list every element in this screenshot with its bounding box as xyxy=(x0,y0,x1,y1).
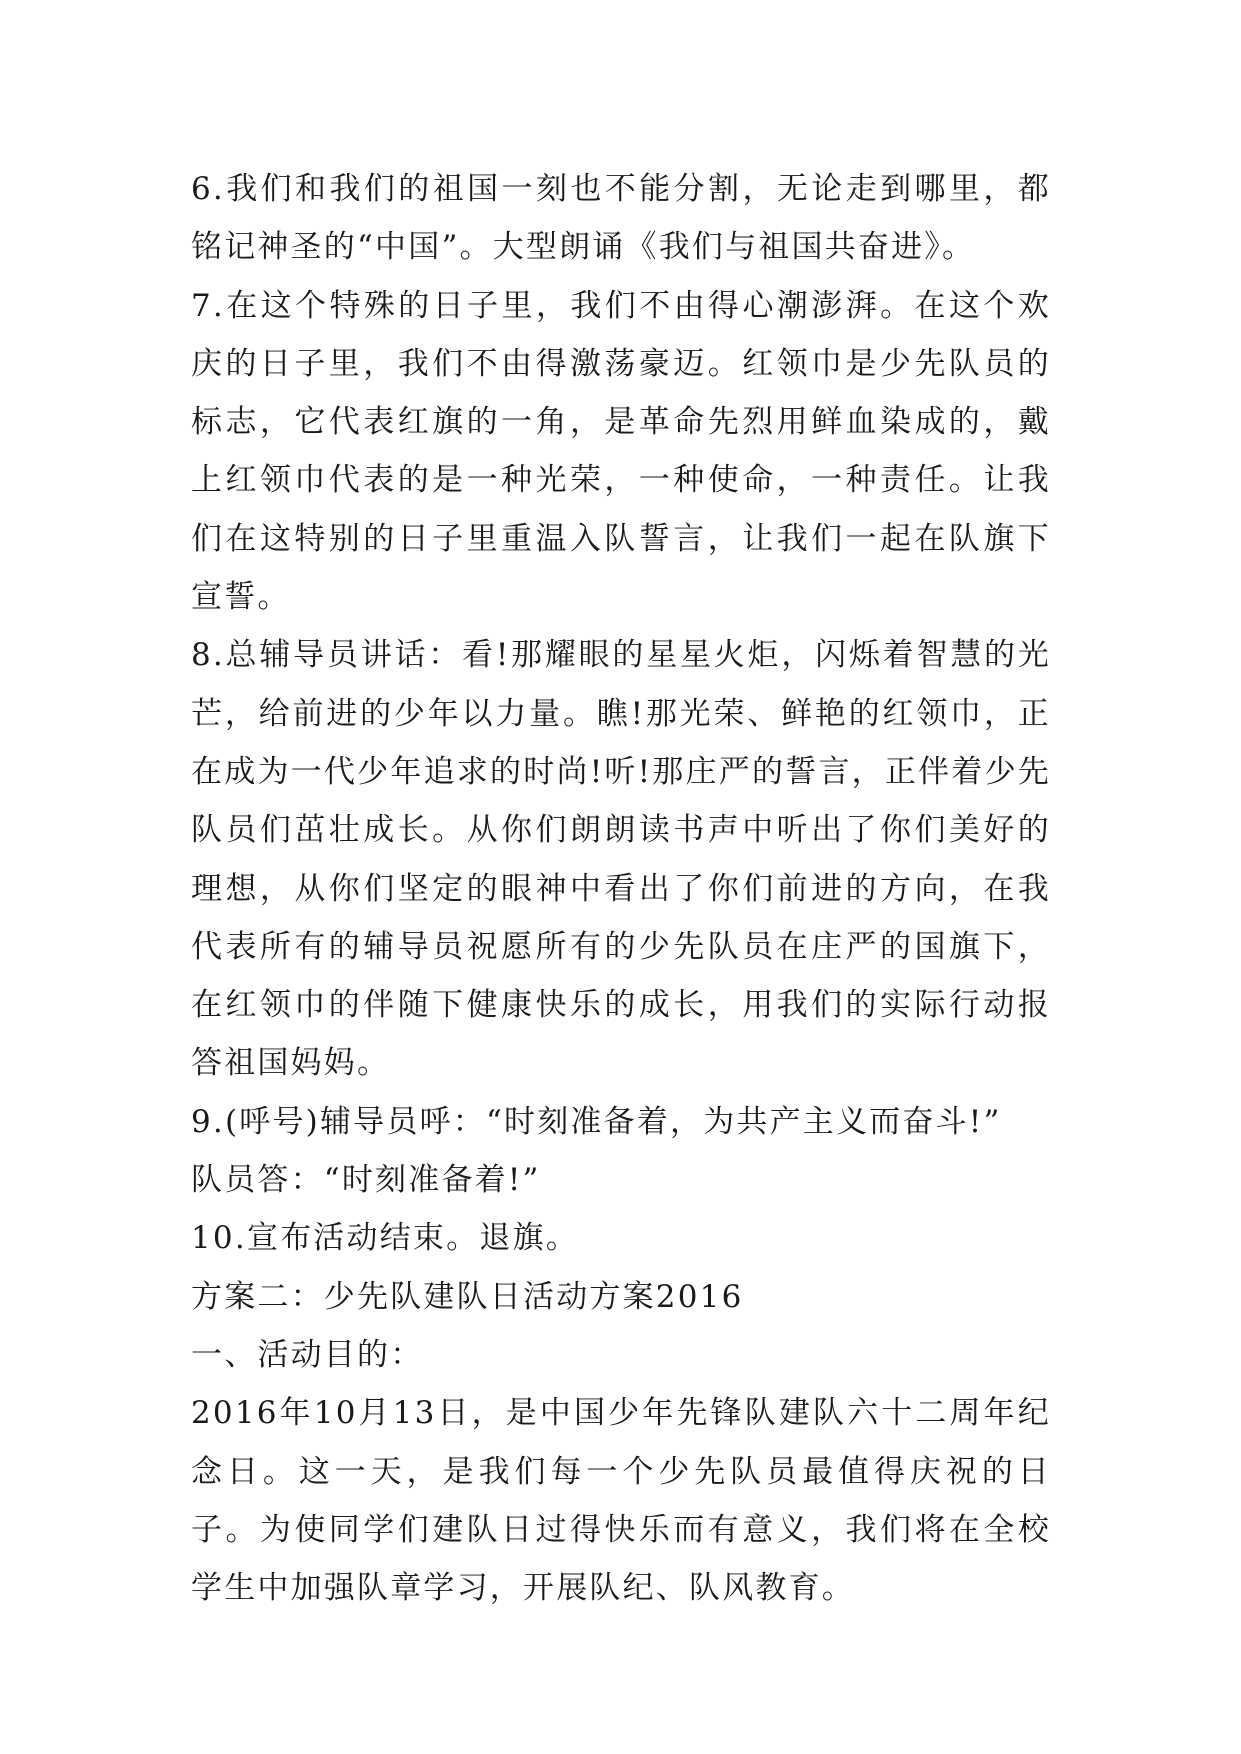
paragraph-item-9-response: 队员答：“时刻准备着!” xyxy=(191,1162,541,1199)
document-body xyxy=(191,160,1051,1617)
section-heading-plan-two: 方案二：少先队建队日活动方案2016 xyxy=(191,1278,744,1315)
paragraph-item-9-call: 9.(呼号)辅导员呼：“时刻准备着，为共产主义而奋斗!” xyxy=(191,1103,1002,1140)
paragraph-item-6: 6.我们和我们的祖国一刻也不能分割，无论走到哪里，都铭记神圣的“中国”。大型朗诵《我们与祖国共奋进》。 xyxy=(191,171,1051,266)
paragraph-item-8: 8.总辅导员讲话：看!那耀眼的星星火炬，闪烁着智慧的光芒，给前进的少年以力量。瞧!那光荣、鲜艳的红领巾，正在成为一代少年追求的时尚!听!那庄严的誓言，正伴着少先队员们茁壮成长。从你们朗朗读书声中听出了你们美好的理想，从你们坚定的眼神中看出了你们前进的方向，在我代表所有的辅导员祝愿所有的少先队员在庄严的国旗下，在红领巾的伴随下健康快乐的成长，用我们的实际行动报答祖国妈妈。 xyxy=(191,637,1051,1082)
paragraph-item-7: 7.在这个特殊的日子里，我们不由得心潮澎湃。在这个欢庆的日子里，我们不由得激荡豪迈。红领巾是少先队员的标志，它代表红旗的一角，是革命先烈用鲜血染成的，戴上红领巾代表的是一种光荣，一种使命，一种责任。让我们在这特别的日子里重温入队誓言，让我们一起在队旗下宣誓。 xyxy=(191,287,1051,616)
subheading-activity-purpose: 一、活动目的： xyxy=(191,1336,424,1373)
paragraph-item-10: 10.宣布活动结束。退旗。 xyxy=(191,1220,579,1257)
paragraph-activity-purpose: 2016年10月13日，是中国少年先锋队建队六十二周年纪念日。这一天，是我们每一个少先队员最值得庆祝的日子。为使同学们建队日过得快乐而有意义，我们将在全校学生中加强队章学习，开展队纪、队风教育。 xyxy=(191,1395,1051,1607)
